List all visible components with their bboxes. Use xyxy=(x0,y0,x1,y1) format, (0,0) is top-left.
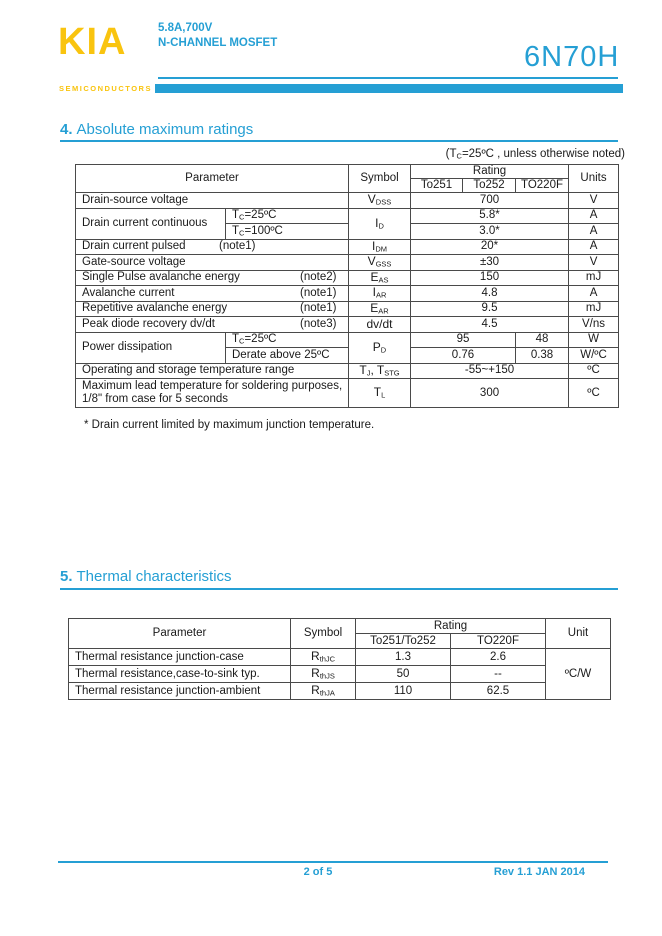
table-row xyxy=(76,193,619,209)
parameter-note: (note1) xyxy=(300,286,337,299)
table-cell: Derate above 25ºC xyxy=(226,348,349,364)
section-label: Thermal characteristics xyxy=(76,568,232,585)
table-cell: Drain current continuous xyxy=(76,208,226,239)
table-row xyxy=(76,363,619,379)
table-cell: 0.76 xyxy=(411,348,516,364)
table-cell: $V_{DSS}$ xyxy=(349,193,411,209)
footer-rule xyxy=(58,861,608,863)
table-cell: 62.5 xyxy=(451,683,546,700)
table-row xyxy=(76,317,619,333)
abs-max-ratings-table xyxy=(75,164,619,408)
section-number: 5. xyxy=(60,568,73,585)
table-cell: $T_C=25ºC$ xyxy=(226,332,349,348)
table-cell: $I_{AR}$ xyxy=(349,286,411,302)
parameter-name: Single Pulse avalanche energy xyxy=(82,271,240,284)
table-cell: 2.6 xyxy=(451,649,546,666)
section-thermal-underline xyxy=(60,588,618,590)
parameter-name: Repetitive avalanche energy xyxy=(82,302,228,315)
table-cell: $E_{AS}$ xyxy=(349,270,411,286)
header-thin-rule xyxy=(158,77,618,79)
parameter-note: (note1) xyxy=(219,240,256,253)
table-cell: 1.3 xyxy=(356,649,451,666)
table-row xyxy=(69,683,611,700)
table-cell: ºC/W xyxy=(546,649,611,700)
table-cell: 9.5 xyxy=(411,301,569,317)
table-cell: 300 xyxy=(411,379,569,408)
table-cell: Drain-source voltage xyxy=(76,193,349,209)
table-cell: 20* xyxy=(411,239,569,255)
table-cell: 48 xyxy=(516,332,569,348)
page-number: 2 of 5 xyxy=(303,866,333,878)
table-row xyxy=(69,666,611,683)
table-cell: $P_D$ xyxy=(349,332,411,363)
parameter-name: Drain current pulsed xyxy=(82,240,186,253)
table-cell: $R_{thJA}$ xyxy=(291,683,356,700)
abs-max-table-wrap xyxy=(75,164,618,408)
table-cell: 3.0* xyxy=(411,224,569,240)
section-title-abs-max xyxy=(60,121,253,138)
table-cell xyxy=(76,270,349,286)
table-cell: $T_C=25ºC$ xyxy=(226,208,349,224)
revision-label: Rev 1.1 JAN 2014 xyxy=(493,866,585,878)
drain-current-footnote: * Drain current limited by maximum junction temperature. xyxy=(84,419,375,431)
table-cell: A xyxy=(569,239,619,255)
parameter-note: (note3) xyxy=(300,317,337,330)
col-header-parameter: Parameter xyxy=(76,165,349,193)
table-cell: V/ns xyxy=(569,317,619,333)
device-spec-block xyxy=(158,21,277,50)
table-cell: $R_{thJC}$ xyxy=(291,649,356,666)
table-cell: A xyxy=(569,208,619,224)
table-cell: $T_L$ xyxy=(349,379,411,408)
table-cell: V xyxy=(569,193,619,209)
table-cell: ºC xyxy=(569,379,619,408)
table-cell: W xyxy=(569,332,619,348)
section-number: 4. xyxy=(60,121,73,138)
table-cell: 4.8 xyxy=(411,286,569,302)
col-header-symbol: Symbol xyxy=(291,619,356,649)
table-row xyxy=(76,301,619,317)
table-cell: 150 xyxy=(411,270,569,286)
table-cell: 50 xyxy=(356,666,451,683)
table-cell: Thermal resistance junction-case xyxy=(69,649,291,666)
semiconductors-label: SEMICONDUCTORS xyxy=(59,84,152,93)
condition-note: ($T_C=25ºC$ , unless otherwise noted) xyxy=(445,148,625,161)
table-cell: V xyxy=(569,255,619,271)
table-cell: $T_J$, $T_{STG}$ xyxy=(349,363,411,379)
table-cell: $T_C=100ºC$ xyxy=(226,224,349,240)
table-cell xyxy=(76,317,349,333)
table-row xyxy=(76,332,619,348)
table-cell: dv/dt xyxy=(349,317,411,333)
table-cell: Power dissipation xyxy=(76,332,226,363)
table-cell: ºC xyxy=(569,363,619,379)
table-cell: Thermal resistance,case-to-sink typ. xyxy=(69,666,291,683)
col-header-package: To252 xyxy=(463,179,516,193)
table-cell: 0.38 xyxy=(516,348,569,364)
thermal-characteristics-table xyxy=(68,618,611,700)
table-cell: A xyxy=(569,286,619,302)
table-cell: Maximum lead temperature for soldering purposes, 1/8" from case for 5 seconds xyxy=(76,379,349,408)
table-cell: 4.5 xyxy=(411,317,569,333)
table-cell xyxy=(76,301,349,317)
table-cell: A xyxy=(569,224,619,240)
table-cell xyxy=(76,286,349,302)
table-cell: mJ xyxy=(569,301,619,317)
col-header-rating: Rating xyxy=(356,619,546,634)
col-header-units: Unit xyxy=(546,619,611,649)
table-cell: -55~+150 xyxy=(411,363,569,379)
table-cell: $I_{DM}$ xyxy=(349,239,411,255)
col-header-symbol: Symbol xyxy=(349,165,411,193)
table-cell: $I_D$ xyxy=(349,208,411,239)
table-cell xyxy=(76,239,349,255)
spec-line-type: N-CHANNEL MOSFET xyxy=(158,36,278,49)
table-cell: mJ xyxy=(569,270,619,286)
table-cell: -- xyxy=(451,666,546,683)
table-row xyxy=(76,255,619,271)
table-cell: $R_{thJS}$ xyxy=(291,666,356,683)
table-cell: Thermal resistance junction-ambient xyxy=(69,683,291,700)
table-cell: 700 xyxy=(411,193,569,209)
part-number: 6N70H xyxy=(524,41,620,73)
col-header-package: TO220F xyxy=(451,634,546,649)
table-cell: Operating and storage temperature range xyxy=(76,363,349,379)
thermal-table-wrap xyxy=(68,618,610,700)
section-label: Absolute maximum ratings xyxy=(76,121,254,138)
table-row xyxy=(76,239,619,255)
table-row xyxy=(76,208,619,224)
col-header-package: TO220F xyxy=(516,179,569,193)
table-cell: $V_{GSS}$ xyxy=(349,255,411,271)
table-cell: ±30 xyxy=(411,255,569,271)
table-cell: W/ºC xyxy=(569,348,619,364)
kia-logo: KIA xyxy=(58,21,127,63)
section-abs-max-underline xyxy=(60,140,618,142)
parameter-name: Peak diode recovery dv/dt xyxy=(82,317,215,330)
table-cell: $E_{AR}$ xyxy=(349,301,411,317)
header-thick-rule xyxy=(155,84,623,93)
section-title-thermal xyxy=(60,568,232,585)
col-header-package: To251 xyxy=(411,179,463,193)
table-row xyxy=(76,270,619,286)
table-cell: Gate-source voltage xyxy=(76,255,349,271)
col-header-parameter: Parameter xyxy=(69,619,291,649)
parameter-note: (note2) xyxy=(300,271,337,284)
col-header-units: Units xyxy=(569,165,619,193)
table-row xyxy=(76,286,619,302)
table-cell: 110 xyxy=(356,683,451,700)
parameter-name: Avalanche current xyxy=(82,286,175,299)
col-header-rating: Rating xyxy=(411,165,569,179)
parameter-note: (note1) xyxy=(300,302,337,315)
table-cell: 5.8* xyxy=(411,208,569,224)
table-row xyxy=(76,379,619,408)
table-cell: 95 xyxy=(411,332,516,348)
col-header-package: To251/To252 xyxy=(356,634,451,649)
table-row xyxy=(69,649,611,666)
spec-line-rating: 5.8A,700V xyxy=(158,22,213,34)
